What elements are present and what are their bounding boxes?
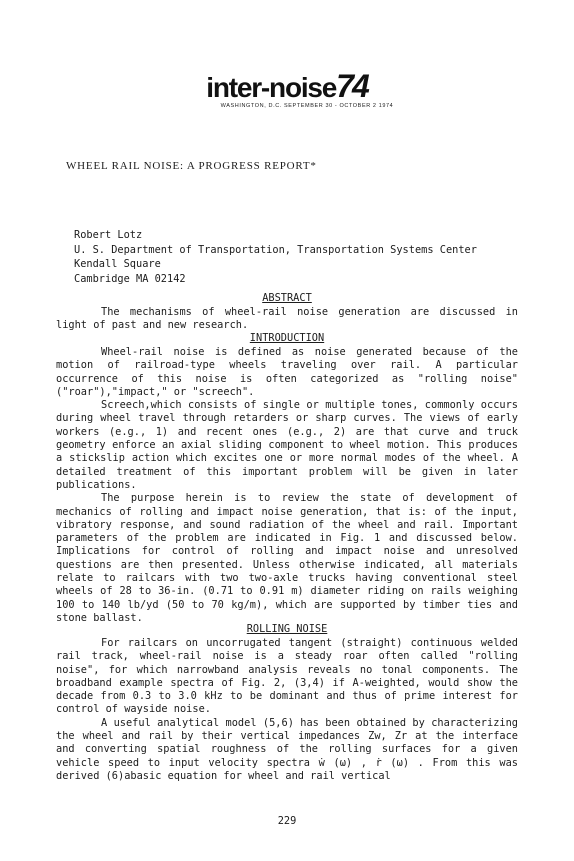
page-number: 229 bbox=[277, 815, 297, 827]
author-name: Robert Lotz bbox=[74, 229, 143, 241]
rolling-paragraph-1: For railcars on uncorrugated tangent (straight) continuous welded rail track, wheel-rail noise is a steady roar often called "rolling noise", for which narrowband analysis reveals no tonal components. The broadband example spectra of Fig. 2, (3,4) if A-weighted, would show the decade from 0.3 to 3.0 kHz to be dominant and thus of prime interest for control of wayside noise. bbox=[56, 637, 518, 716]
introduction-section bbox=[56, 346, 518, 625]
intro-paragraph-1: Wheel-rail noise is defined as noise generated because of the motion of railroad-type wheels traveling over rail. A particular occurrence of this noise is often categorized as "rolling noise" ("roar"),"impact," or "screech". bbox=[56, 346, 518, 398]
conference-logo bbox=[0, 68, 574, 105]
introduction-heading: INTRODUCTION bbox=[249, 332, 325, 344]
rolling-paragraph-2: A useful analytical model (5,6) has been obtained by characterizing the wheel and rail by their vertical impedances Zw, Zr at the interface and converting spatial roughness of the rolling surfaces for a given vehicle speed to input velocity spectra ẇ (ω) , ṙ (ω) . From this was derived (6)abasic equation for wheel and rail vertical bbox=[56, 716, 518, 782]
author-affiliation: U. S. Department of Transportation, Transportation Systems Center bbox=[74, 243, 477, 256]
abstract-section bbox=[56, 306, 518, 333]
intro-paragraph-3: The purpose herein is to review the state of development of mechanics of rolling and impact noise generation, that is: of the input, vibratory response, and sound radiation of the wheel and rail. Important parameters of the problem are indicated in Fig. 1 and discussed below. Implications for control of rolling and impact noise and unresolved questions are then presented. Unless otherwise indicated, all materials relate to railcars with two two-axle trucks having conventional steel wheels of 28 to 36-in. (0.71 to 0.91 m) diameter riding on rails weighing 100 to 140 lb/yd (50 to 70 kg/m), which are supported by timber ties and stone ballast. bbox=[56, 492, 518, 624]
paper-title: WHEEL RAIL NOISE: A PROGRESS REPORT* bbox=[66, 160, 317, 172]
logo-subtitle: WASHINGTON, D.C. SEPTEMBER 30 - OCTOBER 2 1974 bbox=[220, 103, 394, 109]
author-address-line-1: Kendall Square bbox=[74, 258, 161, 270]
intro-paragraph-2: Screech,which consists of single or multiple tones, commonly occurs during wheel travel through retarders or sharp curves. The views of early workers (e.g., 1) and recent ones (e.g., 2) are that curve and truck geometry enforce an axial sliding component to wheel motion. This produces a stickslip action which excites one or more normal modes of the wheel. A detailed treatment of this important problem will be given in later publications. bbox=[56, 399, 518, 491]
logo-text: inter-noise bbox=[206, 72, 337, 103]
rolling-noise-heading: ROLLING NOISE bbox=[246, 623, 328, 635]
abstract-heading: ABSTRACT bbox=[262, 292, 312, 304]
rolling-noise-section bbox=[56, 637, 518, 783]
abstract-text: The mechanisms of wheel-rail noise generation are discussed in light of past and new research. bbox=[56, 306, 518, 332]
author-address-line-2: Cambridge MA 02142 bbox=[74, 272, 186, 285]
author-block bbox=[74, 228, 477, 286]
logo-year: 74 bbox=[336, 68, 368, 104]
